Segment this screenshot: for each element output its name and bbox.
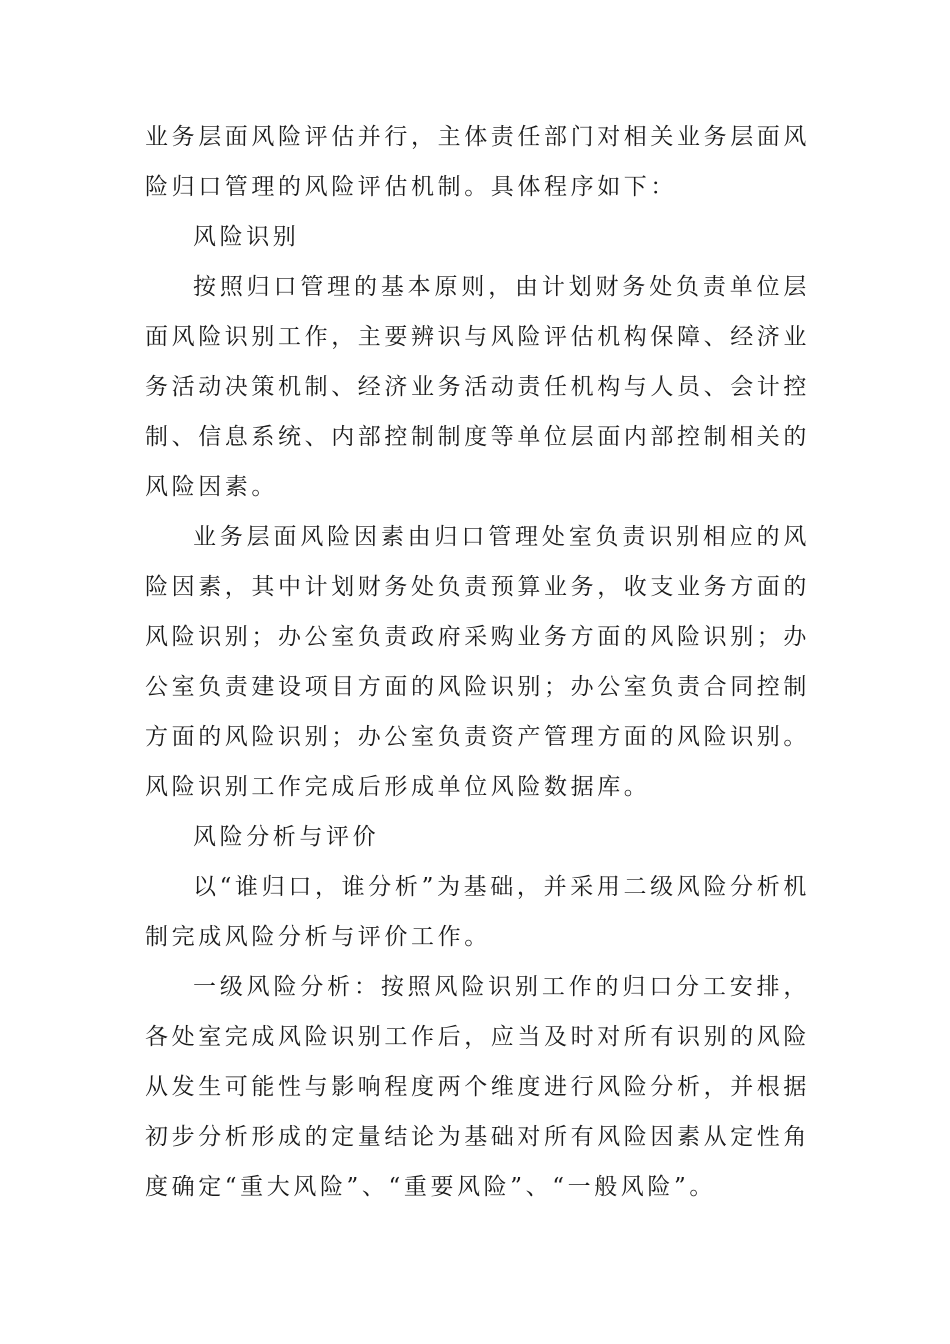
paragraph-continuation: 业务层面风险评估并行，主体责任部门对相关业务层面风险归口管理的风险评估机制。具体程序如下： [145, 124, 810, 200]
heading-risk-analysis-evaluation: 风险分析与评价 [193, 824, 380, 850]
document-page [145, 112, 810, 1212]
paragraph-business-level-identification: 业务层面风险因素由归口管理处室负责识别相应的风险因素，其中计划财务处负责预算业务，收支业务方面的风险识别；办公室负责政府采购业务方面的风险识别；办公室负责建设项目方面的风险识别；办公室负责合同控制方面的风险识别；办公室负责资产管理方面的风险识别。风险识别工作完成后形成单位风险数据库。 [145, 524, 810, 800]
paragraph-analysis-basis: 以“谁归口，谁分析”为基础，并采用二级风险分析机制完成风险分析与评价工作。 [145, 874, 810, 950]
paragraph-unit-level-identification: 按照归口管理的基本原则，由计划财务处负责单位层面风险识别工作，主要辨识与风险评估机构保障、经济业务活动决策机制、经济业务活动责任机构与人员、会计控制、信息系统、内部控制制度等单位层面内部控制相关的风险因素。 [145, 274, 810, 500]
paragraph-first-level-analysis: 一级风险分析：按照风险识别工作的归口分工安排，各处室完成风险识别工作后，应当及时对所有识别的风险从发生可能性与影响程度两个维度进行风险分析，并根据初步分析形成的定量结论为基础对所有风险因素从定性角度确定“重大风险”、“重要风险”、“一般风险”。 [145, 974, 810, 1200]
heading-risk-identification: 风险识别 [193, 224, 300, 250]
